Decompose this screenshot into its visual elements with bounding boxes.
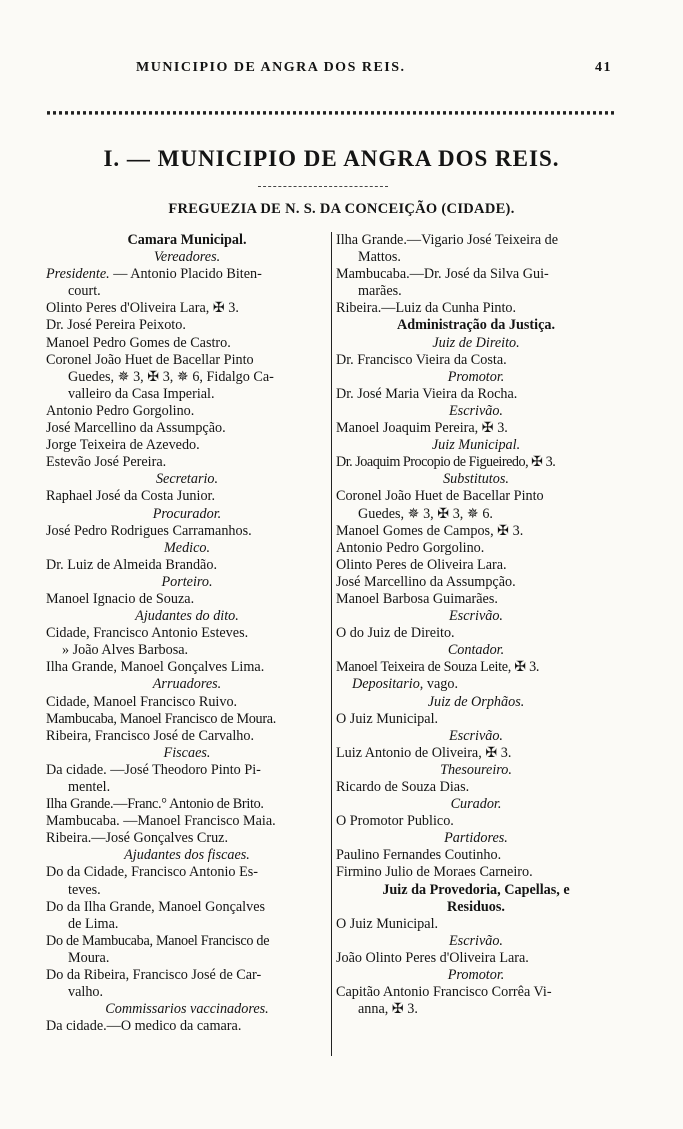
entry-line: Mambucaba.—Dr. José da Silva Gui- [336, 266, 549, 283]
office-heading: Escrivão. [449, 932, 503, 949]
entry-line: Do da Ribeira, Francisco José de Car- [46, 967, 262, 984]
section-heading: Camara Municipal. [127, 232, 247, 248]
entry-line: marães. [358, 283, 402, 300]
entry-line: Presidente. — Antonio Placido Biten- [46, 266, 262, 283]
entry-line: Luiz Antonio de Oliveira, ✠ 3. [336, 744, 512, 761]
running-head [0, 60, 683, 80]
entry-line: Coronel João Huet de Bacellar Pinto [336, 488, 544, 505]
entry-line: Coronel João Huet de Bacellar Pinto [46, 351, 254, 368]
office-heading: Substitutos. [443, 471, 509, 488]
entry-line: Jorge Teixeira de Azevedo. [46, 437, 200, 454]
ornamental-rule [47, 109, 615, 116]
entry-line: Depositario, vago. [352, 676, 459, 693]
entry-line: Paulino Fernandes Coutinho. [336, 847, 502, 864]
entry-line: Do de Mambucaba, Manoel Francisco de [46, 932, 270, 949]
entry-line: Dr. José Maria Vieira da Rocha. [336, 385, 518, 402]
entry-line: Dr. Luiz de Almeida Brandão. [46, 556, 217, 573]
office-heading: Escrivão. [449, 727, 503, 744]
entry-line: teves. [68, 881, 101, 898]
entry-line: Ilha Grande, Manoel Gonçalves Lima. [46, 659, 265, 676]
entry-line: Cidade, Manoel Francisco Ruivo. [46, 693, 238, 710]
entry-line: Ilha Grande.—Vigario José Teixeira de [336, 232, 559, 248]
entry-line: anna, ✠ 3. [358, 1001, 418, 1018]
office-heading: Thesoureiro. [440, 761, 512, 778]
entry-line: João Olinto Peres d'Oliveira Lara. [336, 949, 529, 966]
entry-line: Da cidade.—O medico da camara. [46, 1018, 242, 1035]
office-label: Depositario [352, 676, 420, 693]
entry-line: Mambucaba, Manoel Francisco de Moura. [46, 710, 277, 727]
entry-line: Da cidade. —José Theodoro Pinto Pi- [46, 761, 261, 778]
entry-line: Manoel Pedro Gomes de Castro. [46, 334, 231, 351]
entry-line: Ricardo de Souza Dias. [336, 779, 470, 795]
office-heading: Partidores. [444, 830, 508, 847]
entry-line: Manoel Ignacio de Souza. [46, 590, 195, 607]
entry-line: Ribeira.—Luiz da Cunha Pinto. [336, 300, 517, 317]
entry-line: Guedes, ✵ 3, ✠ 3, ✵ 6, Fidalgo Ca- [68, 368, 274, 385]
entry-line: Firmino Julio de Moraes Carneiro. [336, 864, 533, 881]
office-heading: Ajudantes dos fiscaes. [124, 847, 250, 864]
entry-line: Ribeira, Francisco José de Carvalho. [46, 727, 255, 744]
entry-line: Moura. [68, 949, 110, 966]
entry-line: Olinto Peres d'Oliveira Lara, ✠ 3. [46, 300, 239, 317]
column-divider [331, 232, 332, 1056]
entry-line: Antonio Pedro Gorgolino. [46, 402, 195, 419]
entry-line: Dr. Joaquim Procopio de Figueiredo, ✠ 3. [336, 454, 556, 471]
entry-line: Manoel Barbosa Guimarães. [336, 590, 498, 607]
section-subtitle: FREGUEZIA DE N. S. DA CONCEIÇÃO (CIDADE). [168, 201, 515, 217]
entry-line: valho. [68, 984, 104, 1001]
entry-line: Antonio Pedro Gorgolino. [336, 539, 485, 556]
right-column [336, 232, 616, 1018]
entry-line: Dr. José Pereira Peixoto. [46, 317, 186, 334]
entry-line: Ilha Grande.—Franc.° Antonio de Brito. [46, 796, 264, 813]
office-heading: Porteiro. [161, 573, 213, 590]
entry-line: José Marcellino da Assumpção. [336, 573, 516, 590]
section-heading: Residuos. [447, 898, 505, 915]
section-heading: Juiz da Provedoria, Capellas, e [382, 881, 570, 898]
office-heading: Promotor. [447, 967, 505, 984]
section-heading: Administração da Justiça. [396, 317, 556, 334]
office-heading: Arruadores. [152, 676, 222, 693]
entry-line: Manoel Gomes de Campos, ✠ 3. [336, 522, 524, 539]
office-heading: Ajudantes do dito. [135, 608, 239, 625]
page-number: 41 [595, 60, 612, 75]
entry-line: Olinto Peres de Oliveira Lara. [336, 556, 507, 573]
entry-line: O Juiz Municipal. [336, 915, 439, 932]
office-heading: Secretario. [155, 471, 219, 488]
entry-line: Dr. Francisco Vieira da Costa. [336, 351, 507, 368]
entry-line: Do da Ilha Grande, Manoel Gonçalves [46, 898, 266, 915]
office-heading: Escrivão. [449, 402, 503, 419]
left-column [46, 232, 328, 1035]
entry-line: de Lima. [68, 915, 119, 932]
entry-line: Mattos. [358, 249, 401, 266]
entry-line: court. [68, 283, 101, 300]
entry-line: Do da Cidade, Francisco Antonio Es- [46, 864, 258, 881]
entry-line: Manoel Joaquim Pereira, ✠ 3. [336, 420, 508, 437]
office-heading: Juiz de Direito. [432, 334, 520, 351]
office-heading: Promotor. [447, 368, 505, 385]
office-heading: Fiscaes. [163, 744, 211, 761]
office-heading: Commissarios vaccinadores. [105, 1001, 269, 1018]
entry-line: Ribeira.—José Gonçalves Cruz. [46, 830, 229, 847]
entry-line: O Juiz Municipal. [336, 710, 439, 727]
office-heading: Juiz Municipal. [431, 437, 521, 454]
entry-line: O do Juiz de Direito. [336, 625, 455, 642]
office-heading: Procurador. [152, 505, 222, 522]
office-heading: Escrivão. [449, 608, 503, 625]
entry-line: valleiro da Casa Imperial. [68, 385, 215, 402]
entry-line: Guedes, ✵ 3, ✠ 3, ✵ 6. [358, 505, 493, 522]
office-heading: Curador. [450, 796, 502, 813]
entry-line: José Marcellino da Assumpção. [46, 420, 226, 437]
entry-line: O Promotor Publico. [336, 813, 454, 830]
entry-line: » João Alves Barbosa. [62, 642, 189, 659]
office-heading: Juiz de Orphãos. [427, 693, 525, 710]
entry-line: mentel. [68, 779, 111, 795]
entry-line: Capitão Antonio Francisco Corrêa Vi- [336, 984, 552, 1001]
running-head-title: MUNICIPIO DE ANGRA DOS REIS. [136, 60, 406, 75]
page-title: I. — MUNICIPIO DE ANGRA DOS REIS. [103, 146, 560, 171]
entry-line: Cidade, Francisco Antonio Esteves. [46, 625, 249, 642]
entry-line: Raphael José da Costa Junior. [46, 488, 216, 505]
office-heading: Vereadores. [153, 249, 221, 266]
entry-line: José Pedro Rodrigues Carramanhos. [46, 522, 252, 539]
entry-line: Manoel Teixeira de Souza Leite, ✠ 3. [336, 659, 540, 676]
office-label: Presidente. [46, 266, 110, 283]
entry-line: Estevão José Pereira. [46, 454, 167, 471]
dashed-divider [258, 186, 388, 187]
entry-line: Mambucaba. —Manoel Francisco Maia. [46, 813, 276, 830]
office-heading: Contador. [447, 642, 505, 659]
office-heading: Medico. [163, 539, 211, 556]
